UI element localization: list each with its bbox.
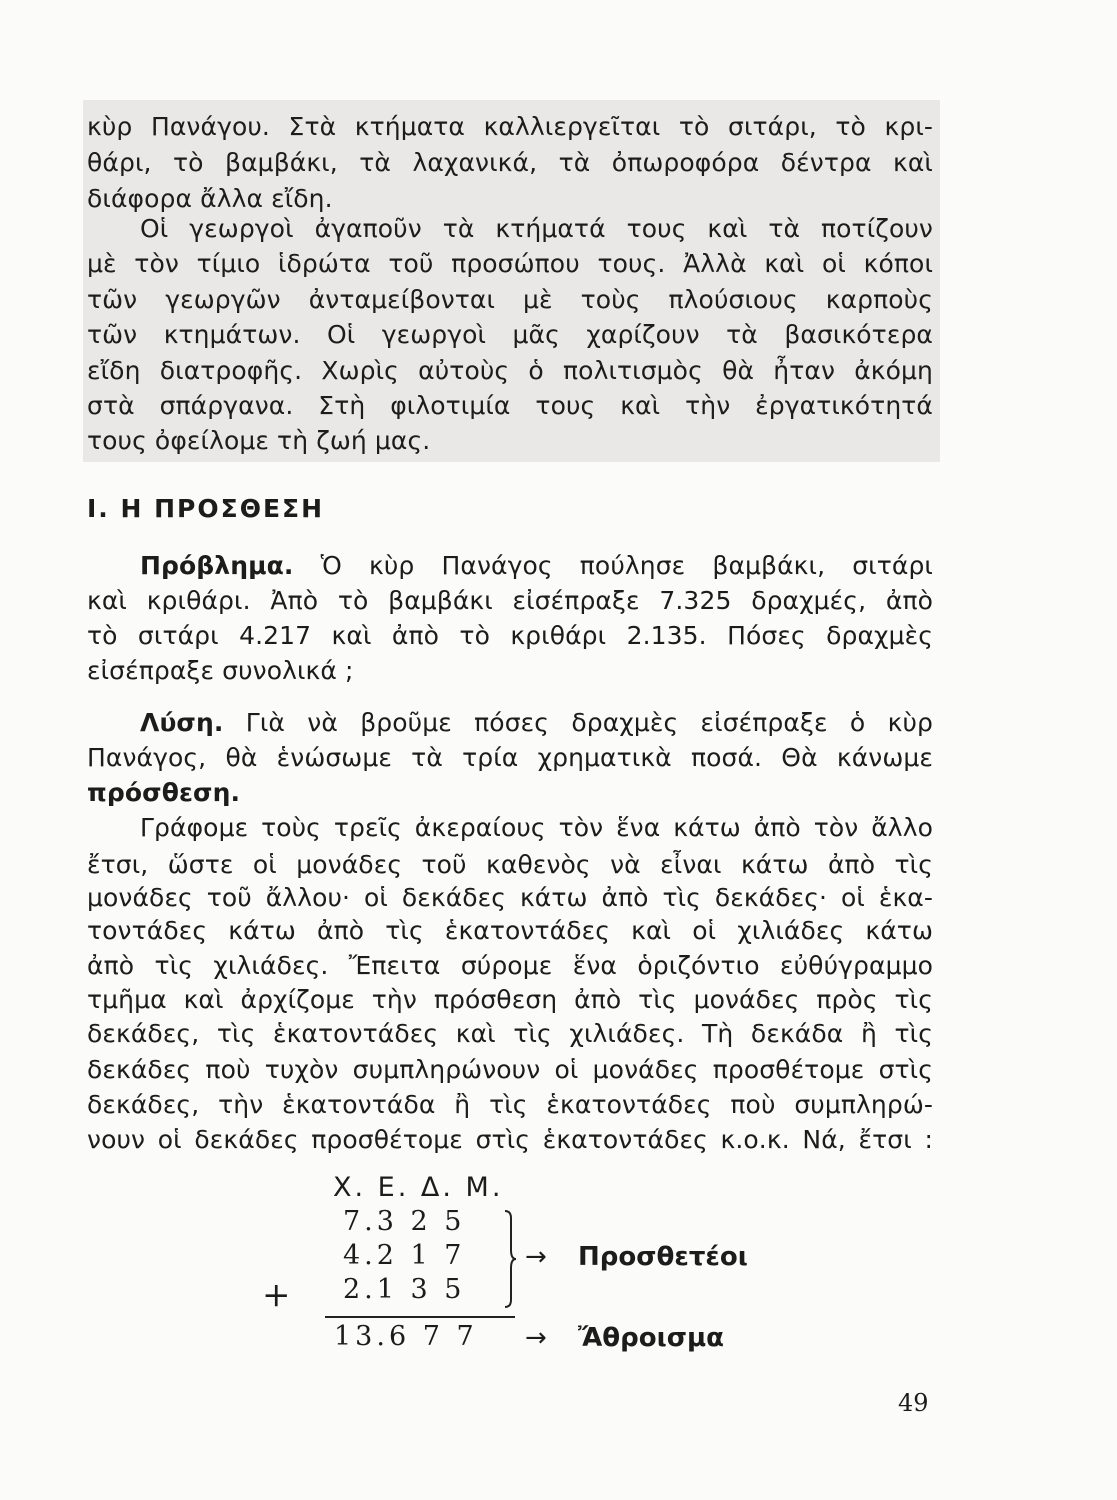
sum-label: Ἄθροισμα xyxy=(578,1323,725,1353)
solution-line xyxy=(140,705,933,741)
text-line: νουν οἱ δεκάδες προσθέτομε στὶς ἑκατοντάδες κ.ο.κ. Νά, ἔτσι : xyxy=(87,1125,933,1154)
addend-row: 4.2 1 7 xyxy=(343,1240,466,1271)
text-line: στὰ σπάργανα. Στὴ φιλοτιμία τους καὶ τὴν ἐργατικότητά xyxy=(87,391,933,420)
text-line: μονάδες τοῦ ἄλλου· οἱ δεκάδες κάτω ἀπὸ τὶς δεκάδες· οἱ ἑκα- xyxy=(87,883,933,912)
text-line: τμῆμα καὶ ἀρχίζομε τὴν πρόσθεση ἀπὸ τὶς μονάδες πρὸς τὶς xyxy=(87,985,933,1014)
text-line: τὸ σιτάρι 4.217 καὶ ἀπὸ τὸ κριθάρι 2.135. Πόσες δραχμὲς xyxy=(87,621,933,650)
solution-text: Γιὰ νὰ βροῦμε πόσες δραχμὲς εἰσέπραξε ὁ κὺρ xyxy=(223,708,933,737)
plus-sign: + xyxy=(262,1275,291,1315)
problem-label: Πρόβλημα. xyxy=(140,551,294,580)
place-value-header: Χ. Ε. Δ. Μ. xyxy=(333,1172,504,1203)
text-line: καὶ κριθάρι. Ἀπὸ τὸ βαμβάκι εἰσέπραξε 7.325 δραχμές, ἀπὸ xyxy=(87,586,933,615)
text-line: κὺρ Πανάγου. Στὰ κτήματα καλλιεργεῖται τὸ σιτάρι, τὸ κρι- xyxy=(87,112,933,141)
solution-label: Λύση. xyxy=(140,708,224,737)
term-addition: πρόσθεση. xyxy=(87,778,241,807)
text-line: ἔτσι, ὥστε οἱ μονάδες τοῦ καθενὸς νὰ εἶναι κάτω ἀπὸ τὶς xyxy=(87,850,933,879)
sum-rule xyxy=(325,1316,515,1318)
text-line: ἀπὸ τὶς χιλιάδες. Ἔπειτα σύρομε ἕνα ὁριζόντιο εὐθύγραμμο xyxy=(87,951,933,980)
total-row: 13.6 7 7 xyxy=(334,1321,478,1352)
text-line: Πανάγος, θὰ ἑνώσωμε τὰ τρία χρηματικὰ ποσά. Θὰ κάνωμε xyxy=(87,743,933,772)
text-line xyxy=(87,775,933,811)
text-line: διάφορα ἄλλα εἴδη. xyxy=(87,184,333,213)
addend-row: 2.1 3 5 xyxy=(343,1274,466,1305)
text-line: τῶν γεωργῶν ἀνταμείβονται μὲ τοὺς πλούσιους καρποὺς xyxy=(87,285,933,314)
text-line: δεκάδες, τὶς ἑκατοντάδες καὶ τὶς χιλιάδες. Τὴ δεκάδα ἢ τὶς xyxy=(87,1019,933,1048)
arrow-icon: → xyxy=(525,1242,547,1272)
text-line: τῶν κτημάτων. Οἱ γεωργοὶ μᾶς χαρίζουν τὰ βασικότερα xyxy=(87,320,933,349)
text-line: τοντάδες κάτω ἀπὸ τὶς ἑκατοντάδες καὶ οἱ χιλιάδες κάτω xyxy=(87,916,933,945)
text-line: μὲ τὸν τίμιο ἱδρώτα τοῦ προσώπου τους. Ἀλλὰ καὶ οἱ κόποι xyxy=(87,249,933,278)
text-line: εἰσέπραξε συνολικά ; xyxy=(87,656,354,685)
section-heading: I. Η ΠΡΟΣΘΕΣΗ xyxy=(87,494,325,523)
text-line: θάρι, τὸ βαμβάκι, τὰ λαχανικά, τὰ ὀπωροφόρα δέντρα καὶ xyxy=(87,148,933,177)
addends-label: Προσθετέοι xyxy=(578,1242,748,1272)
text-line: εἴδη διατροφῆς. Χωρὶς αὐτοὺς ὁ πολιτισμὸς θὰ ἦταν ἀκόμη xyxy=(87,356,933,385)
addend-row: 7.3 2 5 xyxy=(343,1206,466,1237)
text-line: Οἱ γεωργοὶ ἀγαποῦν τὰ κτήματά τους καὶ τὰ ποτίζουν xyxy=(140,214,933,243)
page-number: 49 xyxy=(898,1389,929,1417)
problem-text: Ὁ κὺρ Πανάγος πούλησε βαμβάκι, σιτάρι xyxy=(293,551,933,580)
problem-line xyxy=(140,548,933,584)
text-line: δεκάδες, τὴν ἑκατοντάδα ἢ τὶς ἑκατοντάδες ποὺ συμπληρώ- xyxy=(87,1090,933,1119)
arrow-icon: → xyxy=(525,1323,547,1353)
right-brace-icon xyxy=(503,1210,517,1308)
text-line: δεκάδες ποὺ τυχὸν συμπληρώνουν οἱ μονάδες προσθέτομε στὶς xyxy=(87,1055,933,1084)
text-line: Γράφομε τοὺς τρεῖς ἀκεραίους τὸν ἕνα κάτω ἀπὸ τὸν ἄλλο xyxy=(140,813,933,842)
text-line: τους ὀφείλομε τὴ ζωή μας. xyxy=(87,426,431,455)
